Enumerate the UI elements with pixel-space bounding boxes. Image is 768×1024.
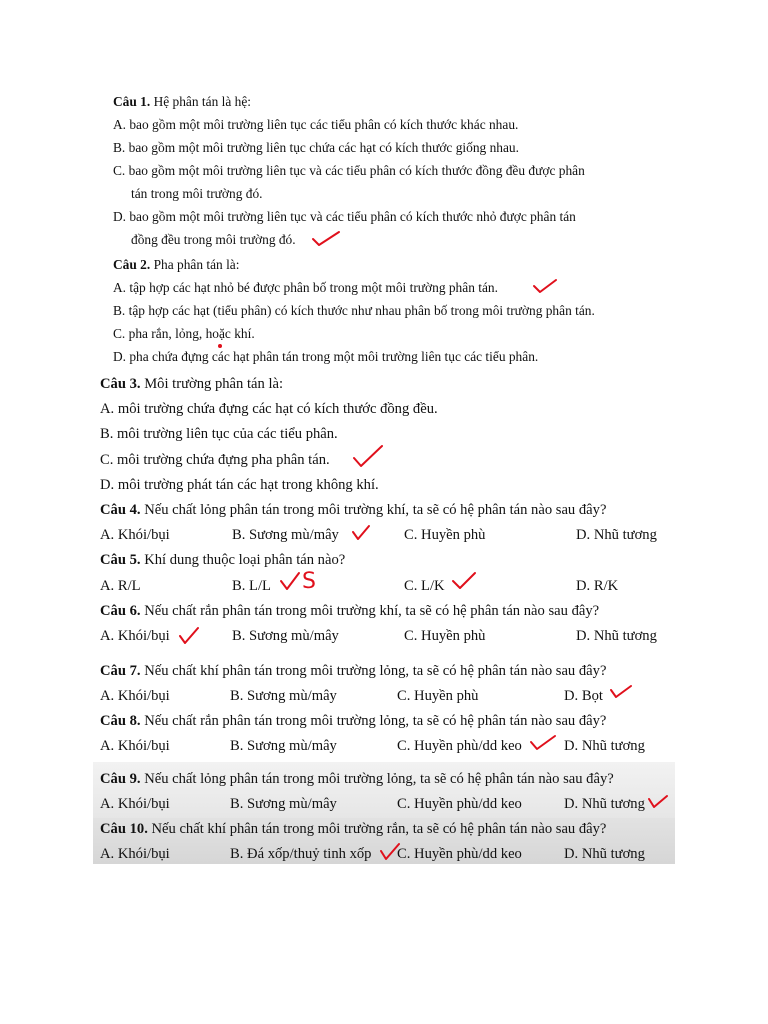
question-number: Câu 9. (100, 771, 141, 787)
question-1 (113, 95, 251, 108)
q2-option-b: B. tập hợp các hạt (tiểu phân) có kích thước như nhau phân bố trong môi trường phân tán. (113, 303, 595, 318)
q3-option-b: B. môi trường liên tục của các tiểu phân. (100, 426, 338, 442)
q5-option-d: D. R/K (576, 578, 619, 594)
check-mark-icon (178, 626, 200, 646)
q8-option-a: A. Khói/bụi (100, 738, 170, 754)
red-dot-mark (218, 344, 222, 348)
question-number: Câu 2. (113, 257, 151, 272)
check-mark-icon (352, 444, 384, 470)
handwritten-s-mark: S (302, 569, 316, 594)
question-number: Câu 1. (113, 94, 151, 109)
q9-option-b: B. Sương mù/mây (230, 796, 337, 812)
check-mark-icon (379, 842, 401, 862)
q4-option-b: B. Sương mù/mây (232, 527, 339, 543)
check-mark-icon (609, 684, 633, 700)
check-mark-icon (279, 571, 301, 593)
question-number: Câu 8. (100, 713, 141, 729)
q1-option-d: D. bao gồm một môi trường liên tục và các tiểu phân có kích thước nhỏ được phân tán (113, 209, 576, 224)
question-number: Câu 6. (100, 603, 141, 619)
q9-option-d: D. Nhũ tương (564, 796, 645, 812)
question-6 (100, 604, 599, 619)
question-9 (100, 772, 614, 787)
q1-option-d-cont: đồng đều trong môi trường đó. (131, 232, 296, 247)
q1-option-b: B. bao gồm một môi trường liên tục chứa các hạt có kích thước giống nhau. (113, 140, 519, 155)
q3-option-a: A. môi trường chứa đựng các hạt có kích thước đồng đều. (100, 401, 438, 417)
q8-option-d: D. Nhũ tương (564, 738, 645, 754)
question-text: Nếu chất khí phân tán trong môi trường lỏng, ta sẽ có hệ phân tán nào sau đây? (140, 663, 607, 679)
check-mark-icon (532, 278, 558, 296)
question-text: Nếu chất rắn phân tán trong môi trường khí, ta sẽ có hệ phân tán nào sau đây? (140, 603, 600, 619)
q3-option-d: D. môi trường phát tán các hạt trong không khí. (100, 477, 379, 493)
q7-option-c: C. Huyền phù (397, 688, 479, 704)
q7-option-a: A. Khói/bụi (100, 688, 170, 704)
question-text: Nếu chất rắn phân tán trong môi trường lỏng, ta sẽ có hệ phân tán nào sau đây? (140, 713, 607, 729)
question-5 (100, 553, 345, 568)
check-mark-icon (311, 230, 341, 248)
q2-option-d: D. pha chứa đựng các hạt phân tán trong một môi trường liên tục các tiểu phân. (113, 349, 539, 364)
question-number: Câu 10. (100, 821, 148, 837)
question-text: Môi trường phân tán là: (140, 376, 284, 392)
q6-option-d: D. Nhũ tương (576, 628, 657, 644)
question-3 (100, 377, 283, 392)
question-text: Hệ phân tán là hệ: (150, 94, 251, 109)
q10-option-d: D. Nhũ tương (564, 846, 645, 862)
q6-option-c: C. Huyền phù (404, 628, 486, 644)
q7-option-d: D. Bọt (564, 688, 603, 704)
question-text: Pha phân tán là: (150, 257, 240, 272)
q10-option-b: B. Đá xốp/thuỷ tinh xốp (230, 846, 372, 862)
question-number: Câu 5. (100, 552, 141, 568)
question-text: Nếu chất lỏng phân tán trong môi trường lỏng, ta sẽ có hệ phân tán nào sau đây? (140, 771, 614, 787)
question-10 (100, 822, 606, 837)
question-text: Nếu chất lỏng phân tán trong môi trường khí, ta sẽ có hệ phân tán nào sau đây? (140, 502, 607, 518)
q10-option-c: C. Huyền phù/dd keo (397, 846, 522, 862)
question-8 (100, 714, 606, 729)
check-mark-icon (529, 734, 557, 752)
question-number: Câu 3. (100, 376, 141, 392)
question-text: Nếu chất khí phân tán trong môi trường rắn, ta sẽ có hệ phân tán nào sau đây? (147, 821, 607, 837)
q5-option-b: B. L/L (232, 578, 271, 594)
check-mark-icon (647, 794, 669, 810)
q1-option-a: A. bao gồm một môi trường liên tục các tiểu phân có kích thước khác nhau. (113, 117, 519, 132)
q5-option-c: C. L/K (404, 578, 445, 594)
question-text: Khí dung thuộc loại phân tán nào? (140, 552, 346, 568)
q8-option-c: C. Huyền phù/dd keo (397, 738, 522, 754)
question-7 (100, 664, 606, 679)
q5-option-a: A. R/L (100, 578, 141, 594)
q4-option-c: C. Huyền phù (404, 527, 486, 543)
q6-option-a: A. Khói/bụi (100, 628, 170, 644)
q2-option-a: A. tập hợp các hạt nhỏ bé được phân bố trong một môi trường phân tán. (113, 280, 498, 295)
q7-option-b: B. Sương mù/mây (230, 688, 337, 704)
q1-option-c-cont: tán trong môi trường đó. (131, 186, 263, 201)
q10-option-a: A. Khói/bụi (100, 846, 170, 862)
q6-option-b: B. Sương mù/mây (232, 628, 339, 644)
question-2 (113, 258, 239, 271)
question-number: Câu 7. (100, 663, 141, 679)
q2-option-c: C. pha rắn, lỏng, hoặc khí. (113, 326, 255, 341)
check-mark-icon (351, 524, 371, 542)
q4-option-a: A. Khói/bụi (100, 527, 170, 543)
question-number: Câu 4. (100, 502, 141, 518)
q3-option-c: C. môi trường chứa đựng pha phân tán. (100, 452, 330, 468)
q1-option-c: C. bao gồm một môi trường liên tục và các tiểu phân có kích thước đồng đều được phân (113, 163, 585, 178)
check-mark-icon (451, 571, 477, 591)
q9-option-c: C. Huyền phù/dd keo (397, 796, 522, 812)
q8-option-b: B. Sương mù/mây (230, 738, 337, 754)
q9-option-a: A. Khói/bụi (100, 796, 170, 812)
question-4 (100, 503, 606, 518)
q4-option-d: D. Nhũ tương (576, 527, 657, 543)
